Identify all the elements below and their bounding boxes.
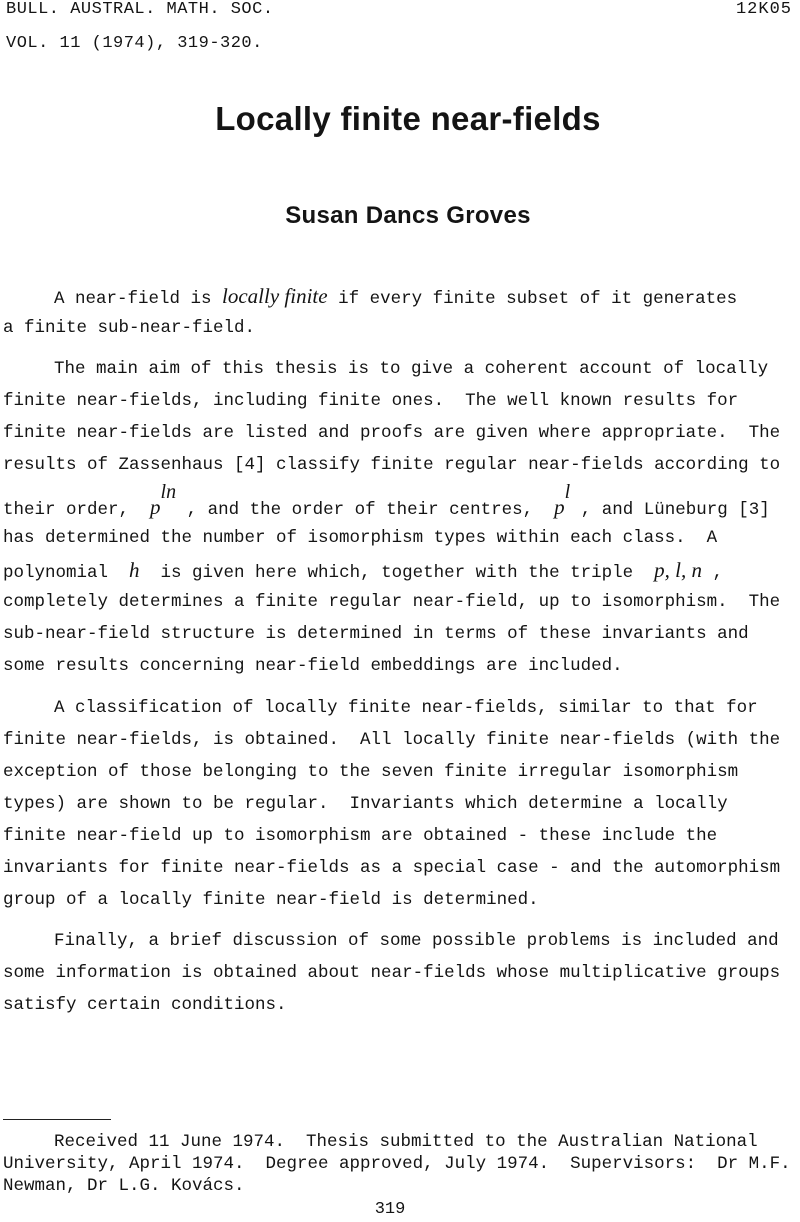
paragraph-2-line-5: their order, pln , and the order of their centres, pl , and Lüneburg [3]	[3, 481, 770, 520]
paragraph-2-line-2: finite near-fields, including finite ones. The well known results for	[3, 391, 739, 411]
paragraph-2-line-3: finite near-fields are listed and proofs are given where appropriate. The	[3, 423, 781, 443]
math-p-centre: p	[554, 495, 565, 519]
paragraph-1-line-1: A near-field is locally finite if every finite subset of it generates	[54, 284, 738, 309]
volume-info: VOL. 11 (1974), 319-320.	[6, 34, 263, 53]
paragraph-3-line-3: exception of those belonging to the seven finite irregular isomorphism	[3, 762, 739, 782]
paragraph-3-line-6: invariants for finite near-fields as a special case - and the automorphism	[3, 858, 781, 878]
classification-code: 12K05	[735, 0, 792, 19]
paragraph-2-line-1: The main aim of this thesis is to give a coherent account of locally	[54, 359, 769, 379]
paragraph-3-line-4: types) are shown to be regular. Invariants which determine a locally	[3, 794, 728, 814]
paragraph-2-line-6: has determined the number of isomorphism types within each class. A	[3, 528, 718, 548]
paper-title: Locally finite near-fields	[215, 100, 601, 137]
footnote-line-1: Received 11 June 1974. Thesis submitted to the Australian National	[54, 1132, 758, 1152]
paragraph-3-line-5: finite near-field up to isomorphism are obtained - these include the	[3, 826, 718, 846]
paragraph-4-line-3: satisfy certain conditions.	[3, 995, 287, 1015]
math-p: p	[150, 495, 161, 519]
math-triple: p, l, n	[654, 558, 702, 582]
footnote-rule	[3, 1119, 111, 1120]
paragraph-2-line-10: some results concerning near-field embeddings are included.	[3, 656, 623, 676]
paragraph-4-line-2: some information is obtained about near-fields whose multiplicative groups	[3, 963, 781, 983]
math-h: h	[129, 558, 140, 582]
footnote-line-2: University, April 1974. Degree approved, July 1974. Supervisors: Dr M.F.	[3, 1154, 791, 1174]
paragraph-2-line-8: completely determines a finite regular near-field, up to isomorphism. The	[3, 592, 781, 612]
paragraph-2-line-4: results of Zassenhaus [4] classify finite regular near-fields according to	[3, 455, 781, 475]
paragraph-3-line-2: finite near-fields, is obtained. All locally finite near-fields (with the	[3, 730, 781, 750]
paragraph-2-line-7: polynomial h is given here which, together with the triple p, l, n ,	[3, 558, 723, 583]
page-number: 319	[374, 1200, 406, 1219]
paragraph-3-line-1: A classification of locally finite near-fields, similar to that for	[54, 698, 758, 718]
footnote-line-3: Newman, Dr L.G. Kovács.	[3, 1176, 245, 1196]
paragraph-3-line-7: group of a locally finite near-field is determined.	[3, 890, 539, 910]
math-exponent-ln: ln	[160, 481, 177, 503]
author-name: Susan Dancs Groves	[285, 202, 531, 229]
emphasized-term: locally finite	[222, 284, 328, 308]
math-exponent-l: l	[564, 481, 571, 503]
journal-name: BULL. AUSTRAL. MATH. SOC.	[6, 0, 274, 19]
paragraph-1-line-2: a finite sub-near-field.	[3, 318, 256, 338]
paragraph-4-line-1: Finally, a brief discussion of some possible problems is included and	[54, 931, 779, 951]
paragraph-2-line-9: sub-near-field structure is determined in terms of these invariants and	[3, 624, 749, 644]
